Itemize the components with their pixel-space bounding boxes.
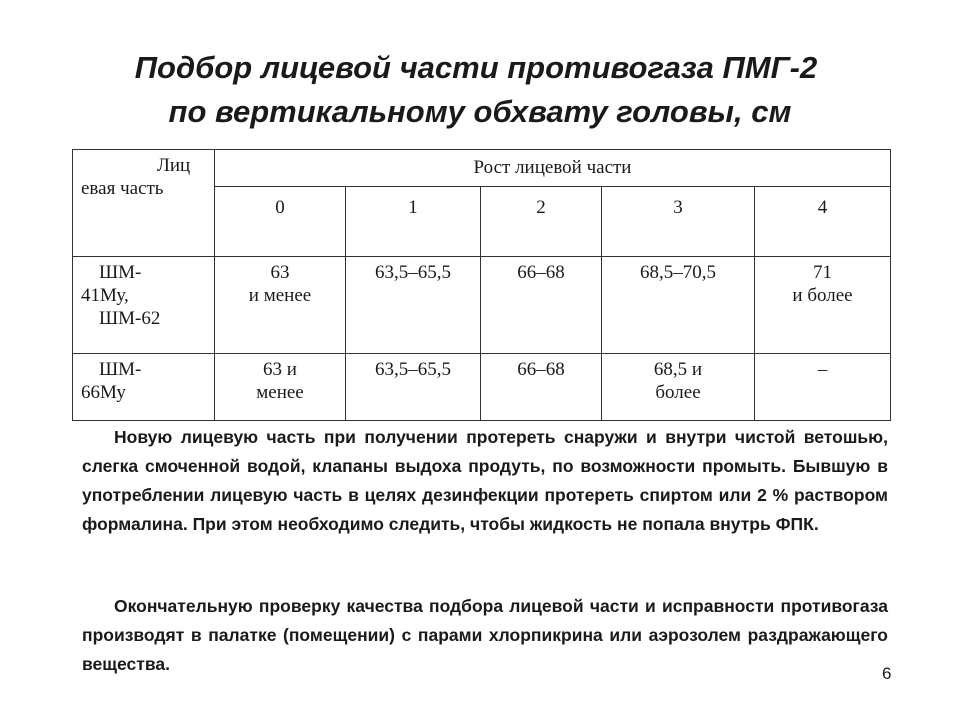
- table-cell: 68,5 и более: [602, 354, 755, 421]
- instruction-paragraph-cleaning: Новую лицевую часть при получении протереть снаружи и внутри чистой ветошью, слегка смоченной водой, клапаны выдоха продуть, по возможности промыть. Бывшую в употреблении лицевую часть в целях дезинфекции протереть спиртом или 2 % раствором формалина. При этом необходимо следить, чтобы жидкость не попала внутрь ФПК.: [82, 427, 888, 534]
- table-cell: 68,5–70,5: [602, 257, 755, 354]
- row-label: ШМ- 41Му, ШМ-62: [73, 257, 215, 354]
- table-row: [73, 257, 891, 354]
- page-number: 6: [882, 664, 892, 683]
- table-cell: 63,5–65,5: [346, 354, 481, 421]
- corner-label-line-1: Лиц: [157, 155, 191, 176]
- column-header: 4: [755, 187, 891, 257]
- column-header: 3: [602, 187, 755, 257]
- gas-mask-size-table: [72, 149, 891, 421]
- table-cell: 63 и менее: [215, 257, 346, 354]
- page-title-line-1: Подбор лицевой части противогаза ПМГ-2: [134, 50, 818, 85]
- column-header: 2: [481, 187, 602, 257]
- table-cell: –: [755, 354, 891, 421]
- table-cell: 66–68: [481, 257, 602, 354]
- growth-group-header: Рост лицевой части: [215, 150, 891, 187]
- column-header: 0: [215, 187, 346, 257]
- page-title-line-2: по вертикальному обхвату головы, см: [168, 94, 792, 129]
- row-label: ШМ- 66Му: [73, 354, 215, 421]
- column-header: 1: [346, 187, 481, 257]
- table-cell: 66–68: [481, 354, 602, 421]
- table-cell: 63,5–65,5: [346, 257, 481, 354]
- table-cell: 71 и более: [755, 257, 891, 354]
- table-row: [73, 354, 891, 421]
- table-cell: 63 и менее: [215, 354, 346, 421]
- table-corner-header: [73, 150, 215, 257]
- corner-label-line-2: евая часть: [81, 178, 164, 199]
- instruction-paragraph-final-check: Окончательную проверку качества подбора лицевой части и исправности противогаза производят в палатке (помещении) с парами хлорпикрина или аэрозолем раздражающего вещества.: [82, 596, 888, 674]
